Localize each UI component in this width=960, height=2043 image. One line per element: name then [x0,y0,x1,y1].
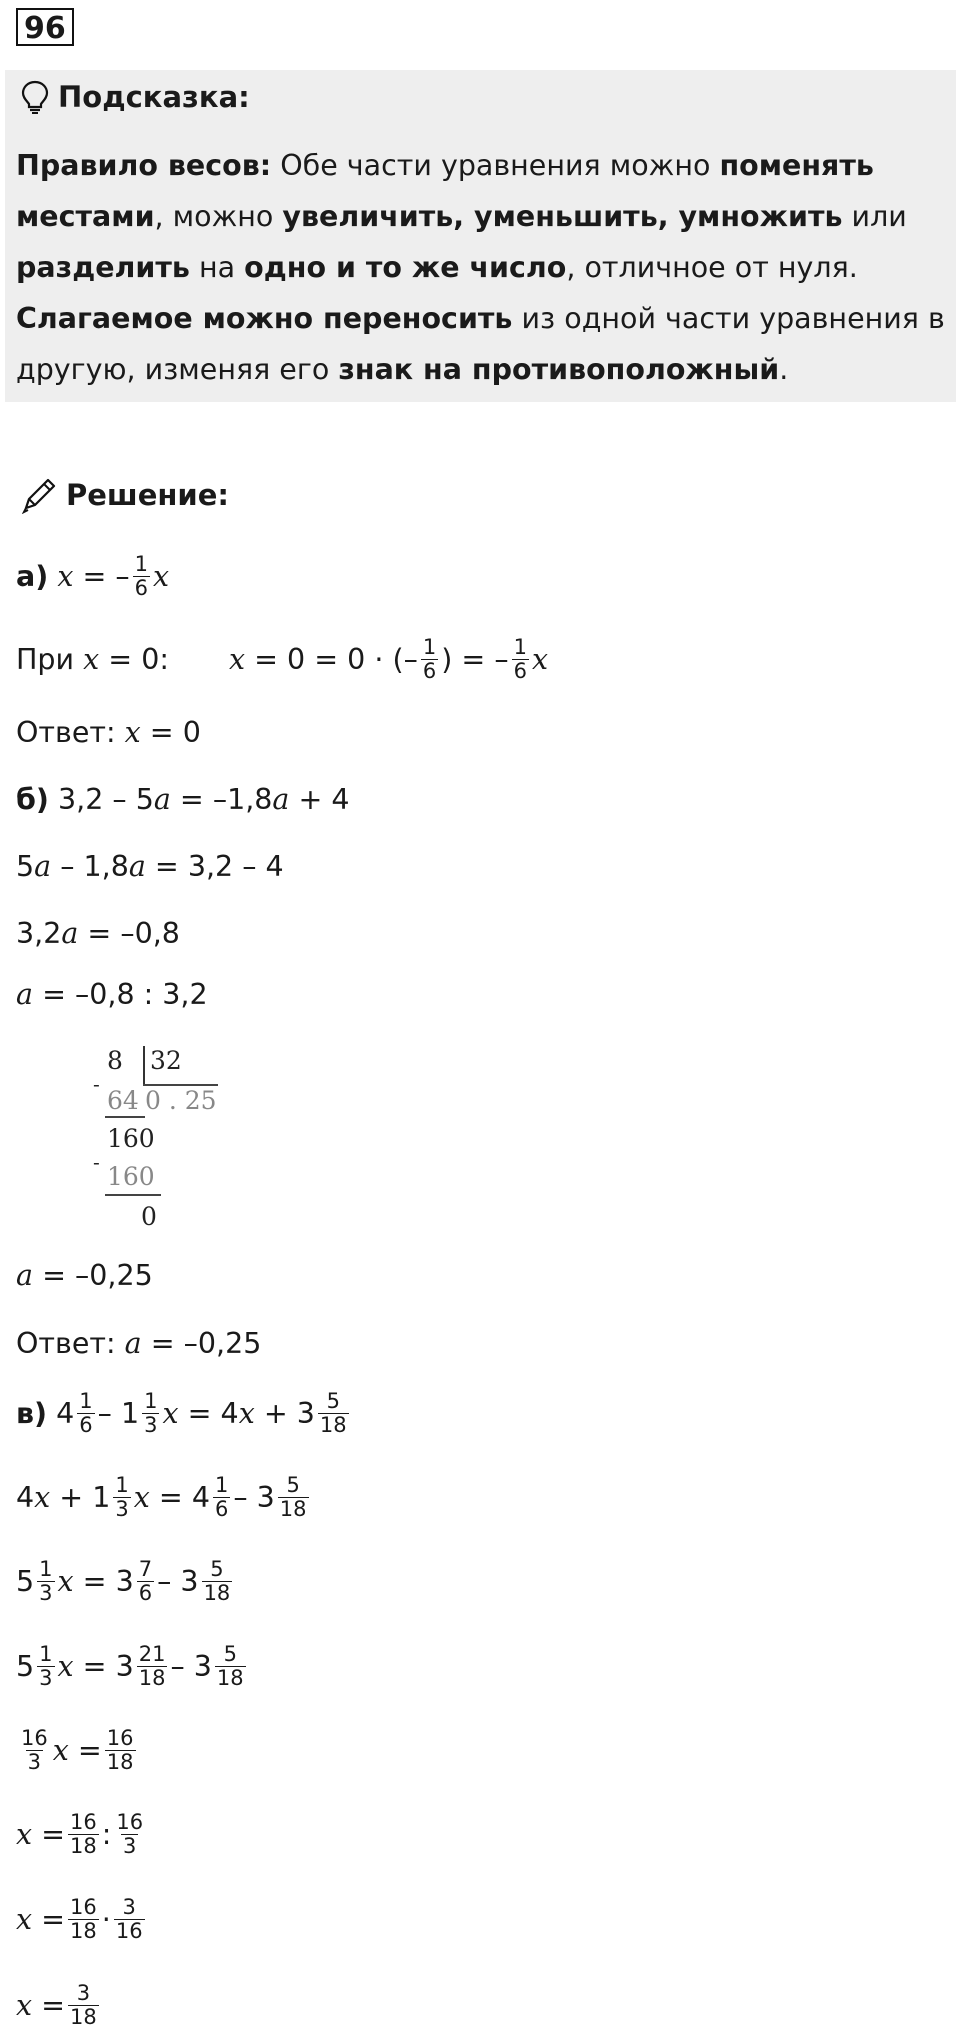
fraction [318,1390,349,1436]
hint-segment: Слагаемое можно переносить [16,302,513,335]
numerator: 1 [39,1557,53,1581]
denominator: 18 [138,1665,166,1690]
variable: a [128,850,146,883]
numerator: 1 [513,635,527,659]
variable: x [57,1649,74,1683]
hint-segment: Обе части уравнения можно [271,149,720,182]
numerator: 7 [138,1557,153,1581]
variable: x [153,559,170,593]
variable: x [16,1902,33,1936]
hint-header [20,80,250,114]
denominator: 18 [70,2004,97,2029]
fraction [512,636,529,682]
part-b-step1 [16,850,284,883]
numerator: 5 [286,1473,300,1497]
text: = 4 [158,1480,210,1514]
variable: a [16,1259,33,1292]
text: = 0 [149,716,201,749]
variable: x [133,1480,150,1514]
variable: a [34,850,52,883]
denominator: 18 [70,1833,97,1858]
denominator: 18 [279,1496,307,1521]
text: : [101,1817,112,1851]
fraction [278,1474,309,1520]
denominator: 3 [27,1749,42,1774]
hint-segment: , можно [154,200,283,233]
denominator: 6 [513,658,527,683]
variable: x [228,642,246,676]
variable: x [34,1480,51,1514]
denominator: 3 [123,1833,137,1858]
text: = [41,1817,66,1851]
part-b-answer [16,1327,261,1360]
text: – 3 [170,1649,212,1683]
part-a-equation [16,553,169,599]
division-underline [105,1194,161,1196]
hint-text [16,140,946,395]
text: 4 [56,1396,75,1430]
denominator: 6 [422,658,437,683]
fraction [133,553,150,599]
variable: a [61,917,79,950]
fraction [68,1811,99,1857]
text: = –0,25 [42,1259,153,1292]
lightbulb-icon [20,80,50,114]
fraction [421,636,438,682]
part-b-equation [16,783,350,816]
text: 5 [16,1564,35,1598]
hint-segment: разделить [16,251,190,284]
part-c-step6 [16,1896,148,1942]
solution-header [20,476,229,514]
numerator: 16 [21,1726,48,1750]
text: = –0,25 [150,1327,262,1360]
text: ) = – [441,642,509,676]
numerator: 1 [422,635,437,659]
part-label: б) [16,783,49,816]
part-c-step2 [16,1558,235,1604]
part-c-step5 [16,1811,148,1857]
division-underline [105,1116,145,1118]
text: 5 [16,1649,35,1683]
division-vertical-line [143,1046,145,1086]
hint-segment: . [779,353,789,386]
part-a-check [16,636,548,682]
numerator: 16 [116,1810,144,1834]
variable: a [272,783,290,816]
part-c-step3 [16,1643,249,1689]
part-label: в) [16,1396,48,1430]
divisor: 32 [150,1046,182,1075]
denominator: 6 [214,1496,229,1521]
subtrahend: 160 [107,1162,155,1191]
denominator: 18 [216,1665,244,1690]
text: = [77,1733,102,1767]
part-b-step3 [16,978,208,1011]
text: 5 [16,850,35,883]
text: = 4 [187,1396,239,1430]
hint-segment: или [842,200,907,233]
variable: x [57,559,74,593]
variable: x [16,1988,33,2022]
hint-segment: знак на противоположный [338,353,780,386]
denominator: 6 [138,1580,153,1605]
denominator: 6 [79,1412,93,1437]
denominator: 18 [319,1412,347,1437]
text: = –0,8 [87,917,180,950]
variable: x [238,1396,255,1430]
long-division [95,1046,235,1236]
variable: a [124,1327,142,1360]
denominator: 18 [70,1918,97,1943]
text: = [41,1988,66,2022]
numerator: 3 [76,1981,91,2005]
numerator: 1 [214,1473,229,1497]
fraction [137,1643,168,1689]
variable: x [16,1817,33,1851]
text: = –0,8 : 3,2 [42,978,208,1011]
denominator: 16 [115,1918,143,1943]
denominator: 18 [106,1749,134,1774]
numerator: 16 [106,1726,134,1750]
text: 3,2 [16,917,62,950]
part-b-result [16,1259,153,1292]
fraction [37,1558,54,1604]
numerator: 1 [79,1389,93,1413]
numerator: 3 [122,1895,136,1919]
fraction [68,1982,99,2028]
denominator: 6 [134,575,149,600]
hint-segment: из одной части уравнения в другую, изменяя его [16,302,945,386]
text: = 3 [82,1649,134,1683]
variable: a [153,783,171,816]
quotient: 0 . 25 [145,1086,217,1115]
part-c-step7 [16,1982,102,2028]
text: 3,2 – 5 [58,783,154,816]
text: = 0: [108,642,169,676]
fraction [202,1558,233,1604]
fraction [142,1390,159,1436]
fraction [19,1727,50,1773]
variable: x [162,1396,179,1430]
text: = – [82,559,130,593]
numerator: 1 [115,1473,129,1497]
final-remainder: 0 [141,1202,157,1231]
remainder: 160 [107,1124,155,1153]
solution-title: Решение: [66,478,230,512]
text: = 0 = 0 · (– [254,642,418,676]
hint-segment: , отличное от нуля. [566,251,858,284]
text: = 3 [82,1564,134,1598]
pencil-icon [20,476,58,514]
text: – 1 [97,1396,140,1430]
fraction [68,1896,99,1942]
fraction [137,1558,154,1604]
part-c-equation [16,1390,352,1436]
task-number-box [16,8,74,46]
variable: a [16,978,33,1011]
text: При [16,642,75,676]
variable: x [57,1564,74,1598]
text: – 3 [233,1480,275,1514]
hint-segment: Правило весов: [16,149,272,182]
numerator: 1 [144,1389,158,1413]
numerator: 16 [70,1895,97,1919]
task-number: 96 [24,11,66,46]
part-a-answer [16,716,201,749]
minus-sign: - [93,1150,100,1174]
numerator: 5 [326,1389,340,1413]
numerator: 16 [70,1810,97,1834]
text: = 3,2 – 4 [154,850,284,883]
fraction [37,1643,54,1689]
part-c-step4 [16,1727,139,1773]
variable: x [124,716,141,749]
text: + 4 [298,783,350,816]
variable: x [531,642,549,676]
variable: x [52,1733,69,1767]
hint-segment: поменять местами [16,149,874,233]
numerator: 5 [223,1642,237,1666]
dividend: 8 [107,1046,123,1075]
hint-title: Подсказка: [58,80,250,114]
text: + 3 [263,1396,315,1430]
numerator: 1 [134,552,149,576]
variable: x [83,642,100,676]
text: – 1,8 [60,850,129,883]
denominator: 3 [144,1412,158,1437]
part-b-step2 [16,917,180,950]
subtrahend: 64 [107,1086,139,1115]
text: Ответ: [16,716,116,749]
denominator: 18 [203,1580,231,1605]
part-c-step1 [16,1474,312,1520]
fraction [114,1811,145,1857]
numerator: 5 [210,1557,224,1581]
numerator: 1 [39,1642,53,1666]
fraction [215,1643,246,1689]
text: + 1 [59,1480,111,1514]
fraction [105,1727,136,1773]
hint-segment: одно и то же число [244,251,567,284]
text: · [101,1902,111,1936]
numerator: 21 [138,1642,166,1666]
minus-sign: - [93,1072,100,1096]
denominator: 3 [39,1665,53,1690]
denominator: 3 [115,1496,129,1521]
text: = –1,8 [179,783,273,816]
text: – 3 [157,1564,199,1598]
fraction [213,1474,230,1520]
text: = [41,1902,66,1936]
fraction [77,1390,94,1436]
fraction [113,1474,130,1520]
denominator: 3 [39,1580,53,1605]
text: 4 [16,1480,35,1514]
part-label: а) [16,559,49,593]
fraction [114,1896,145,1942]
hint-segment: увеличить, уменьшить, умножить [282,200,843,233]
text: Ответ: [16,1327,116,1360]
hint-segment: на [189,251,245,284]
